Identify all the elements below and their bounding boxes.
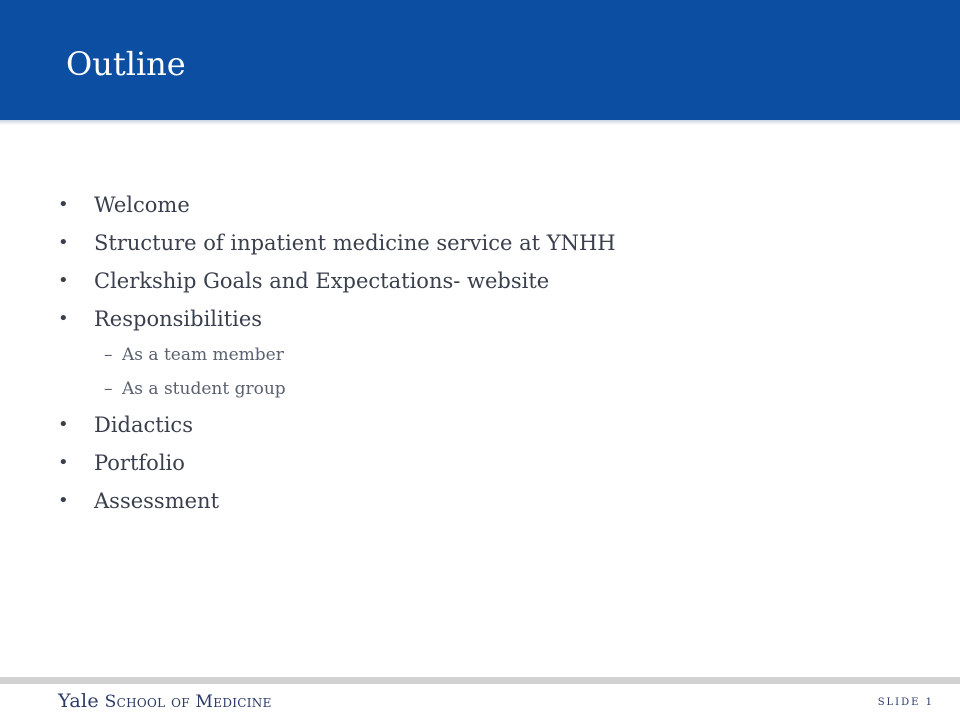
sub-item-team-member bbox=[58, 338, 616, 372]
bullet-text: Assessment bbox=[94, 489, 220, 513]
bullet-marker: • bbox=[58, 232, 69, 253]
sub-marker: – bbox=[104, 379, 113, 399]
bullet-marker: • bbox=[58, 194, 69, 215]
sub-list-container bbox=[58, 338, 616, 406]
sub-item-student-group bbox=[58, 372, 616, 406]
bullet-item-goals bbox=[58, 262, 616, 300]
sub-item-text: As a student group bbox=[122, 379, 286, 399]
bullet-item-responsibilities bbox=[58, 300, 616, 338]
bullet-marker: • bbox=[58, 414, 69, 435]
bullet-text: Portfolio bbox=[94, 451, 185, 475]
bullet-list bbox=[58, 186, 616, 520]
bullet-text: Clerkship Goals and Expectations- website bbox=[94, 269, 550, 293]
title-banner bbox=[0, 0, 960, 120]
bullet-marker: • bbox=[58, 452, 69, 473]
bullet-item-structure bbox=[58, 224, 616, 262]
bullet-marker: • bbox=[58, 308, 69, 329]
slide-number: SLIDE 1 bbox=[877, 697, 934, 708]
bullet-item-portfolio bbox=[58, 444, 616, 482]
bullet-marker: • bbox=[58, 490, 69, 511]
bullet-item-welcome bbox=[58, 186, 616, 224]
slide-title: Outline bbox=[66, 45, 186, 83]
bullet-text: Structure of inpatient medicine service at YNHH bbox=[94, 231, 616, 255]
banner-shadow bbox=[0, 120, 960, 125]
bullet-text: Didactics bbox=[94, 413, 193, 437]
footer-divider bbox=[0, 677, 960, 684]
bullet-item-assessment bbox=[58, 482, 616, 520]
bullet-item-didactics bbox=[58, 406, 616, 444]
bullet-text: Welcome bbox=[94, 193, 190, 217]
yale-medicine-logo bbox=[58, 690, 272, 712]
logo-school-text: School of Medicine bbox=[104, 692, 272, 712]
bullet-marker: • bbox=[58, 270, 69, 291]
sub-list bbox=[58, 338, 616, 406]
sub-item-text: As a team member bbox=[122, 345, 284, 365]
logo-yale-text: Yale bbox=[58, 690, 99, 712]
bullet-text: Responsibilities bbox=[94, 307, 263, 331]
sub-marker: – bbox=[104, 345, 113, 365]
